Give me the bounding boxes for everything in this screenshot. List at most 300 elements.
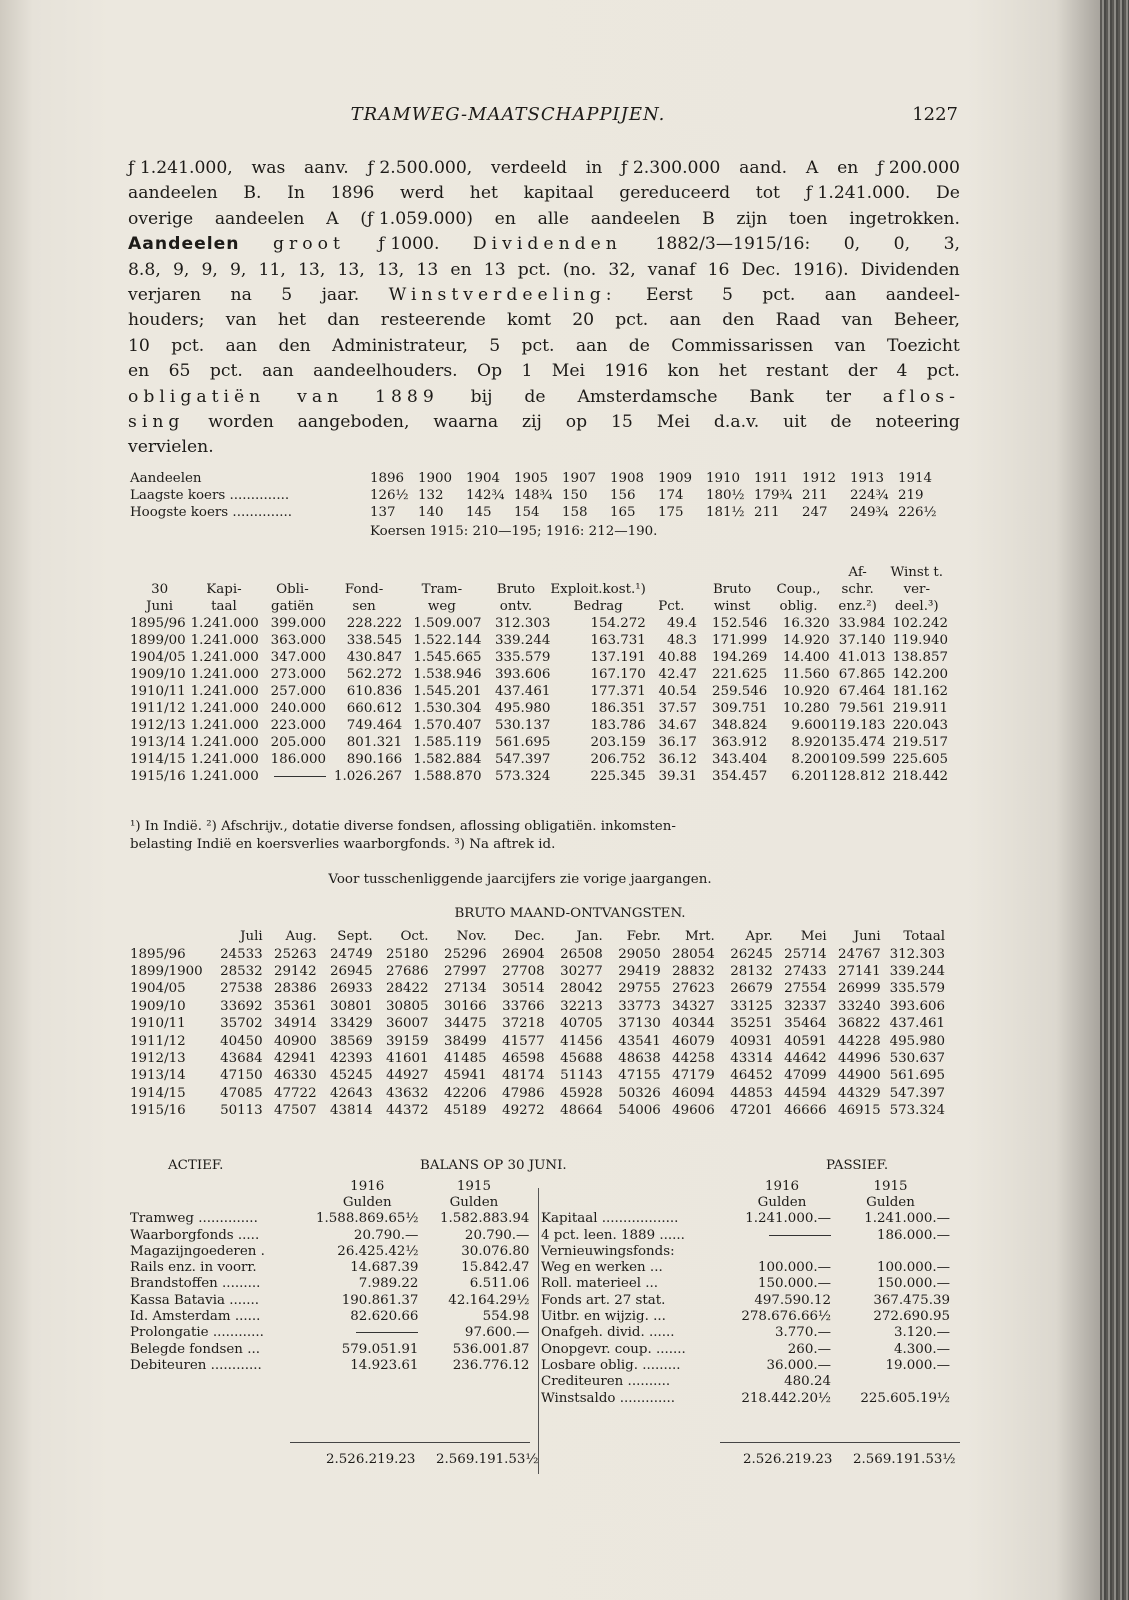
share-price-value: 142¾	[466, 488, 505, 503]
monthly-cell: 47179	[672, 1068, 715, 1084]
monthly-cell: 49606	[672, 1103, 715, 1119]
paragraph-word: overige	[128, 208, 194, 229]
financial-cell: 749.464	[346, 718, 403, 733]
monthly-cell: 27433	[784, 963, 827, 979]
financial-cell: 1914/15	[130, 752, 186, 767]
financial-header-cell: gatiën	[271, 599, 314, 614]
balance-cell: Kassa Batavia .......	[130, 1292, 260, 1308]
financial-cell: 562.272	[346, 667, 403, 682]
balance-row	[541, 1259, 950, 1275]
monthly-cell: 33125	[730, 998, 773, 1014]
balance-row	[541, 1374, 950, 1390]
balance-cell: 7.989.22	[358, 1276, 419, 1292]
paragraph-word: 9,	[172, 259, 190, 280]
monthly-cell: 37218	[502, 1016, 545, 1032]
paragraph-word: Eerst	[645, 285, 693, 306]
paragraph-word: 0,	[843, 234, 861, 255]
financial-cell: 186.000	[270, 752, 327, 767]
balance-cell	[733, 1243, 831, 1259]
financial-header-cell: oblig.	[779, 599, 818, 614]
financial-cell: 338.545	[346, 633, 403, 648]
paragraph-word: na	[230, 285, 252, 306]
monthly-cell: 25714	[784, 946, 827, 962]
monthly-cell: 40450	[220, 1033, 263, 1049]
balance-blank	[130, 1178, 316, 1194]
financial-cell: 1904/05	[130, 650, 186, 665]
financial-header-cell: Tram-	[421, 582, 463, 597]
financial-cell: 33.984	[838, 616, 886, 631]
balance-liabilities-table	[541, 1178, 950, 1406]
financial-header-cell	[767, 564, 829, 581]
monthly-cell: 27141	[838, 963, 881, 979]
paragraph-word: 15	[610, 412, 633, 433]
balance-cell: Belegde fondsen ...	[130, 1341, 260, 1357]
monthly-cell: 47986	[502, 1085, 545, 1101]
monthly-cell: 43814	[329, 1103, 373, 1119]
financial-cell: 177.371	[590, 684, 646, 699]
paragraph-word: aan	[262, 361, 294, 382]
monthly-cell: 45688	[560, 1050, 603, 1066]
monthly-cell: 41485	[444, 1050, 487, 1066]
paragraph-word: pct.	[517, 259, 551, 280]
paragraph-word: Op	[477, 361, 503, 382]
monthly-month-header: Apr.	[745, 929, 773, 945]
monthly-cell: 561.695	[889, 1068, 945, 1084]
financial-header-cell: Coup.,	[776, 582, 821, 597]
financial-cell: 154.272	[590, 616, 646, 631]
monthly-cell: 46330	[274, 1068, 317, 1084]
balance-cell: Kapitaal ..................	[541, 1211, 679, 1227]
balance-row	[541, 1211, 950, 1227]
monthly-cell: 46666	[784, 1103, 827, 1119]
paragraph-word: A	[805, 158, 819, 178]
monthly-cell: 27997	[444, 963, 487, 979]
paragraph-word: toen	[789, 208, 828, 229]
paragraph-line	[128, 181, 960, 206]
paragraph-word: resteerende	[380, 310, 486, 331]
monthly-cell: 1895/96	[130, 946, 186, 962]
balance-cell: 4.300.—	[894, 1341, 950, 1357]
monthly-cell: 44996	[838, 1050, 881, 1066]
share-price-value: 154	[514, 505, 540, 520]
paragraph-word: 5	[281, 285, 293, 306]
financial-cell: 11.560	[782, 667, 830, 682]
financial-cell: 48.3	[667, 633, 697, 648]
share-price-year: 1910	[706, 471, 741, 486]
financial-cell: 10.280	[782, 701, 830, 716]
financial-cell: 437.461	[495, 684, 551, 699]
monthly-cell: 530.637	[889, 1050, 945, 1066]
balance-cell: 480.24	[784, 1374, 831, 1390]
financial-cell: 10.920	[782, 684, 830, 699]
financial-cell: 8.200	[791, 752, 830, 767]
monthly-cell: 26679	[730, 981, 773, 997]
monthly-cell: 1915/16	[130, 1103, 186, 1119]
share-price-row	[130, 487, 946, 504]
financial-cell: 561.695	[495, 735, 551, 750]
monthly-cell: 47155	[618, 1068, 661, 1084]
paragraph-word: aandeelen	[590, 208, 681, 229]
share-price-year: 1904	[466, 471, 501, 486]
share-price-year: 1896	[370, 471, 405, 486]
paragraph-word: aand.	[739, 158, 788, 178]
monthly-cell: 44594	[784, 1085, 827, 1101]
paragraph-word: uit	[783, 412, 807, 433]
financial-cell: 1909/10	[130, 667, 186, 682]
financial-header-cell: ontv.	[499, 599, 533, 614]
monthly-cell: 40705	[560, 1016, 603, 1032]
balance-unit: Gulden	[757, 1194, 807, 1210]
liabilities-total-1916: 2.526.219.23	[743, 1452, 833, 1467]
monthly-cell: 1904/05	[130, 981, 186, 997]
financial-cell: 343.404	[711, 752, 768, 767]
paragraph-word: Mei	[656, 412, 690, 433]
monthly-cell: 54006	[618, 1103, 661, 1119]
financial-cell: 1.241.000	[190, 735, 259, 750]
monthly-cell: 437.461	[889, 1016, 945, 1032]
monthly-month-header: Oct.	[400, 929, 429, 945]
balance-assets-table	[130, 1178, 529, 1374]
balance-title: BALANS OP 30 JUNI.	[420, 1158, 567, 1173]
monthly-cell: 33429	[329, 1016, 373, 1032]
balance-row	[130, 1325, 529, 1341]
paragraph-word: gereduceerd	[619, 183, 731, 204]
balance-cell: 100.000.—	[757, 1260, 831, 1276]
financial-results-table	[130, 564, 948, 785]
paragraph-word: 10	[128, 335, 150, 356]
financial-cell: 1.241.000	[190, 752, 259, 767]
monthly-cell: 44927	[385, 1068, 429, 1084]
share-price-header-row	[130, 470, 946, 487]
financial-cell: 41.013	[838, 650, 886, 665]
financial-cell: 219.911	[892, 701, 948, 716]
paragraph-word: d.a.v.	[713, 412, 760, 433]
balance-cell: 30.076.80	[461, 1243, 530, 1259]
liabilities-total-rule	[720, 1442, 960, 1443]
balance-row	[130, 1227, 529, 1243]
monthly-cell: 50113	[220, 1103, 263, 1119]
share-price-value: 181½	[706, 505, 745, 520]
financial-cell: 171.999	[711, 633, 768, 648]
paragraph-word: De	[936, 183, 960, 204]
financial-cell: 1.241.000	[190, 769, 259, 784]
paragraph-line	[128, 334, 960, 359]
paragraph-word: alle	[537, 208, 570, 229]
financial-cell: 14.920	[782, 633, 830, 648]
monthly-cell: 33773	[618, 998, 661, 1014]
financial-cell: 273.000	[270, 667, 327, 682]
share-price-value: 145	[466, 505, 492, 520]
monthly-cell: 25263	[274, 946, 317, 962]
paragraph-word: 13	[416, 259, 439, 280]
monthly-cell: 45245	[329, 1068, 373, 1084]
financial-cell: 37.140	[838, 633, 886, 648]
balance-row	[541, 1243, 950, 1259]
paragraph-word: op	[565, 412, 588, 433]
financial-cell: 39.31	[658, 769, 697, 784]
share-price-value: 211	[754, 505, 780, 520]
paragraph-word: aan	[669, 310, 702, 331]
paragraph-word: pct.	[209, 361, 243, 382]
balance-year-row	[541, 1178, 950, 1194]
monthly-cell: 335.579	[889, 981, 945, 997]
monthly-cell: 43314	[730, 1050, 773, 1066]
financial-cell: 1912/13	[130, 718, 186, 733]
paragraph-word: 1882/3—1915/16:	[655, 234, 811, 255]
financial-header-cell: Winst t.	[890, 565, 944, 580]
balance-cell: Waarborgfonds .....	[130, 1227, 260, 1243]
financial-header-cell: taal	[211, 599, 237, 614]
balance-cell: 190.861.37	[341, 1292, 419, 1308]
financial-cell: 1.241.000	[190, 633, 259, 648]
balance-year-row	[130, 1178, 529, 1194]
footnote-line: belasting Indië en koersverlies waarborgfonds. ³) Na aftrek id.	[130, 837, 556, 852]
balance-cell: 536.001.87	[452, 1341, 530, 1357]
financial-cell: 430.847	[346, 650, 403, 665]
balance-cell: 1.241.000.—	[745, 1211, 831, 1227]
monthly-cell: 44329	[838, 1085, 881, 1101]
financial-row	[130, 683, 948, 700]
financial-cell: 363.912	[711, 735, 768, 750]
monthly-cell: 35361	[274, 998, 317, 1014]
previous-years-note: Voor tusschenliggende jaarcijfers zie vorige jaargangen.	[328, 872, 712, 887]
paragraph-word: groot	[273, 234, 345, 255]
monthly-cell: 30805	[385, 998, 429, 1014]
share-price-value: 211	[802, 488, 828, 503]
dash-rule	[274, 776, 326, 777]
financial-header-cell	[130, 564, 189, 581]
monthly-cell: 33692	[220, 998, 263, 1014]
share-price-value: 140	[418, 505, 444, 520]
paragraph-word: houders;	[128, 310, 205, 331]
monthly-cell: 47099	[784, 1068, 827, 1084]
financial-cell: 138.857	[892, 650, 948, 665]
monthly-cell: 42643	[329, 1085, 373, 1101]
monthly-cell: 34914	[274, 1016, 317, 1032]
monthly-cell: 36007	[385, 1016, 429, 1032]
financial-cell: 1.585.119	[413, 735, 482, 750]
financial-cell: 49.4	[667, 616, 697, 631]
monthly-cell: 29142	[274, 963, 317, 979]
balance-unit-row	[130, 1194, 529, 1210]
monthly-cell: 28054	[672, 946, 715, 962]
share-price-year: 1908	[610, 471, 645, 486]
financial-cell: 1.545.665	[413, 650, 482, 665]
monthly-cell: 30166	[444, 998, 487, 1014]
share-price-value: 156	[610, 488, 636, 503]
balance-cell: Onopgevr. coup. .......	[541, 1341, 686, 1357]
paragraph-word: 9,	[201, 259, 218, 280]
balance-row	[130, 1341, 529, 1357]
page-header	[128, 104, 958, 128]
paragraph-word: 3,	[943, 234, 960, 255]
balance-cell: 3.770.—	[775, 1325, 831, 1341]
balance-row	[541, 1325, 950, 1341]
financial-cell: 1.241.000	[190, 650, 259, 665]
paragraph-word: Mei	[551, 361, 585, 382]
paragraph-word: 9,	[230, 259, 247, 280]
financial-cell: 495.980	[495, 701, 551, 716]
financial-row	[130, 666, 948, 683]
paragraph-line	[128, 283, 960, 308]
monthly-cell: 47507	[274, 1103, 317, 1119]
paragraph-word: Administrateur,	[332, 335, 468, 356]
financial-cell: 1.570.407	[413, 718, 482, 733]
paragraph-word: Raad	[775, 310, 821, 331]
monthly-cell: 44900	[838, 1068, 881, 1084]
balance-row	[541, 1227, 950, 1243]
paragraph-word: pct.	[762, 285, 796, 306]
financial-cell: 1911/12	[130, 701, 186, 716]
financial-cell: 1899/00	[130, 633, 186, 648]
monthly-row	[130, 1015, 945, 1032]
balance-row	[541, 1276, 950, 1292]
financial-cell: 221.625	[711, 667, 768, 682]
monthly-cell: 47722	[274, 1085, 317, 1101]
monthly-cell: 30801	[329, 998, 373, 1014]
page-number: 1227	[912, 104, 958, 125]
paragraph-word: A	[326, 208, 339, 229]
paragraph-word: jaar.	[321, 285, 360, 306]
balance-row	[541, 1292, 950, 1308]
financial-cell: 347.000	[270, 650, 327, 665]
financial-cell: 135.474	[830, 735, 886, 750]
share-price-value: 165	[610, 505, 636, 520]
financial-cell: 9.600	[791, 718, 830, 733]
monthly-row	[130, 980, 945, 997]
share-price-value: 219	[898, 488, 924, 503]
share-price-value: 148¾	[514, 488, 553, 503]
financial-cell: 219.517	[892, 735, 948, 750]
monthly-cell: 41456	[560, 1033, 603, 1049]
balance-cell: Uitbr. en wijzig. ...	[541, 1309, 666, 1325]
balance-cell: 19.000.—	[885, 1357, 950, 1373]
paragraph-word: pct.	[615, 310, 649, 331]
paragraph-word: 11,	[258, 259, 286, 280]
balance-cell	[733, 1227, 831, 1243]
monthly-cell: 47085	[220, 1085, 263, 1101]
balance-row	[130, 1211, 529, 1227]
monthly-cell: 47150	[220, 1068, 263, 1084]
financial-cell: 335.579	[495, 650, 551, 665]
paragraph-word: Amsterdamsche	[577, 386, 718, 407]
paragraph-word: pct.	[926, 361, 960, 382]
paragraph-word: was	[251, 158, 286, 178]
financial-row	[130, 717, 948, 734]
balance-cell: 218.442.20½	[741, 1390, 831, 1406]
financial-header-row	[130, 598, 948, 615]
monthly-cell: 1914/15	[130, 1085, 186, 1101]
paragraph-word: bij	[470, 386, 493, 407]
financial-cell: 259.546	[711, 684, 768, 699]
balance-row	[130, 1357, 529, 1373]
monthly-cell: 44258	[672, 1050, 715, 1066]
paragraph-word: dan	[327, 310, 360, 331]
paragraph-word: de	[628, 335, 650, 356]
balance-row	[541, 1390, 950, 1406]
financial-row	[130, 700, 948, 717]
financial-cell: 1.241.000	[190, 718, 259, 733]
paragraph-word: In	[287, 183, 305, 204]
monthly-cell: 1909/10	[130, 998, 186, 1014]
dash-rule	[356, 1332, 418, 1333]
share-price-year: 1900	[418, 471, 453, 486]
paragraph-word: waarna	[433, 412, 499, 433]
monthly-cell: 37130	[618, 1016, 661, 1032]
financial-cell: 1.026.267	[334, 769, 403, 784]
financial-header-cell: Fond-	[344, 582, 384, 597]
balance-divider	[538, 1188, 539, 1474]
paragraph-word: 8.8,	[128, 259, 161, 280]
balance-cell: 20.790.—	[353, 1227, 419, 1243]
monthly-cell: 26999	[838, 981, 881, 997]
financial-footnotes	[130, 818, 945, 854]
paragraph-word: Winstverdeeling:	[388, 285, 617, 306]
paragraph-word: kapitaal	[523, 183, 594, 204]
paragraph-word: pct.	[521, 335, 555, 356]
financial-cell: 225.605	[892, 752, 948, 767]
financial-row	[130, 632, 948, 649]
share-price-value: 132	[418, 488, 444, 503]
financial-header-cell: Bruto	[712, 582, 752, 597]
book-page-edges	[1100, 0, 1129, 1600]
share-price-row-label: Hoogste koers ..............	[130, 505, 293, 520]
financial-cell: 40.54	[658, 684, 697, 699]
share-price-value: 175	[658, 505, 684, 520]
financial-header-cell	[697, 564, 767, 581]
monthly-cell: 48174	[502, 1068, 545, 1084]
financial-cell: 205.000	[270, 735, 327, 750]
financial-cell: 1.241.000	[190, 667, 259, 682]
balance-cell: Prolongatie ............	[130, 1325, 264, 1341]
share-price-row-label: Laagste koers ..............	[130, 488, 290, 503]
financial-cell: 890.166	[346, 752, 403, 767]
monthly-cell: 45928	[560, 1085, 603, 1101]
monthly-cell: 29419	[618, 963, 661, 979]
share-price-value: 226½	[898, 505, 937, 520]
paragraph-word: van	[225, 310, 257, 331]
dash-rule	[769, 1235, 831, 1236]
financial-cell: 1.530.304	[413, 701, 482, 716]
balance-unit: Gulden	[866, 1194, 915, 1210]
financial-cell: 119.940	[892, 633, 948, 648]
financial-header-cell	[259, 564, 326, 581]
financial-header-cell: Exploit.kost.¹)	[550, 582, 646, 597]
paragraph-word: en	[837, 158, 859, 178]
financial-cell: 660.612	[346, 701, 403, 716]
paragraph-word: van	[834, 335, 866, 356]
balance-cell: 97.600.—	[464, 1325, 530, 1341]
balance-unit: Gulden	[342, 1194, 392, 1210]
monthly-cell: 32337	[784, 998, 827, 1014]
financial-cell: 339.244	[495, 633, 551, 648]
share-price-year: 1911	[754, 471, 789, 486]
financial-row	[130, 615, 948, 632]
monthly-cell: 39159	[385, 1033, 429, 1049]
paragraph-word: Aandeelen	[128, 234, 240, 255]
paragraph-word: aan	[225, 335, 258, 356]
financial-cell: 399.000	[270, 616, 327, 631]
monthly-cell: 1911/12	[130, 1033, 186, 1049]
balance-year: 1916	[350, 1178, 385, 1194]
financial-cell: 1.241.000	[190, 684, 259, 699]
financial-header-cell: Kapi-	[206, 582, 242, 597]
running-title: TRAMWEG-MAATSCHAPPIJEN.	[350, 104, 666, 125]
monthly-cell: 29755	[618, 981, 661, 997]
financial-header-cell	[482, 564, 551, 581]
financial-cell: 530.137	[495, 718, 551, 733]
paragraph-word: ƒ 1000.	[378, 234, 440, 255]
